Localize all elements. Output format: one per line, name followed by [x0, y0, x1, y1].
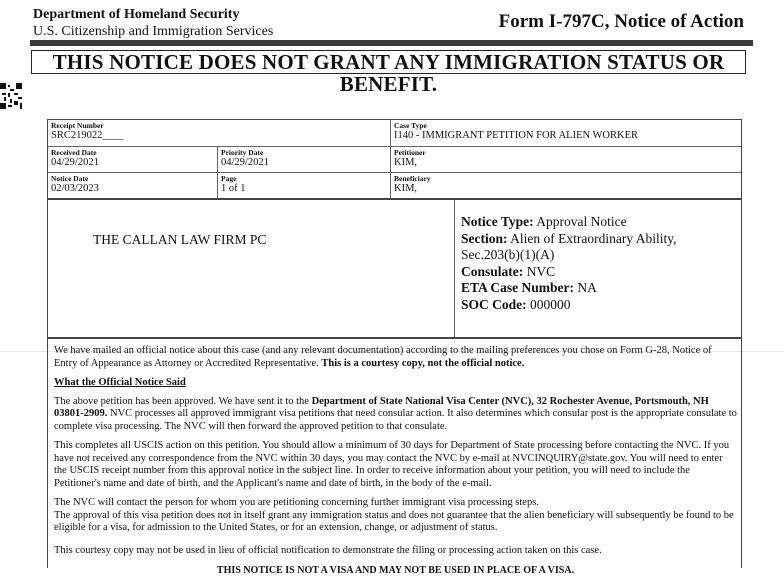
- header-rule: [30, 40, 753, 46]
- contact-text: The NVC will contact the person for whom you are petitioning concerning further immigrant visa processing steps.: [54, 497, 539, 508]
- receipt-number-value: SRC219022____: [51, 130, 124, 141]
- receipt-number-label: Receipt Number: [51, 121, 104, 130]
- beneficiary-value: KIM,: [394, 183, 418, 194]
- approval-paragraph: [54, 396, 737, 434]
- soc-label: SOC Code:: [461, 296, 527, 312]
- priority-date-value: 04/29/2021: [221, 157, 269, 168]
- beneficiary-cell: [391, 173, 741, 198]
- qr-code-icon: [0, 83, 22, 109]
- notice-date-value: 02/03/2023: [51, 183, 99, 194]
- priority-date-cell: [218, 147, 391, 173]
- disclaimer-text: The approval of this visa petition does not in itself grant any immigration status and does not guarantee that the alien beneficiary will subsequently be found to be eligible for a visa, for admission to the United States, or for an extension, change, or adjustment of status.: [54, 509, 734, 533]
- section-heading: What the Official Notice Said: [54, 377, 186, 388]
- approval-text-a: The above petition has been approved. We have sent it to the: [54, 395, 309, 407]
- soc-value: 000000: [530, 296, 571, 312]
- nvc-address: Department of State National Visa Center (NVC), 32 Rochester Avenue, Portsmouth, NH 03801-2909.: [54, 395, 709, 419]
- contact-paragraph: [54, 497, 737, 535]
- notice-info-block: [454, 200, 737, 337]
- section-label: Section:: [461, 230, 508, 246]
- eta-label: ETA Case Number:: [461, 280, 574, 295]
- consulate-line: [461, 264, 737, 281]
- priority-date-label: Priority Date: [221, 148, 264, 157]
- notice-type-label: Notice Type:: [461, 214, 534, 229]
- received-date-cell: [48, 147, 218, 173]
- section-line: [461, 231, 737, 264]
- petitioner-cell: [391, 147, 741, 173]
- received-date-value: 04/29/2021: [51, 157, 99, 168]
- notice-date-cell: [48, 173, 218, 198]
- consulate-label: Consulate:: [461, 263, 524, 279]
- case-type-label: Case Type: [394, 121, 427, 130]
- status-banner: THIS NOTICE DOES NOT GRANT ANY IMMIGRATION STATUS OR BENEFIT.: [31, 50, 746, 74]
- petitioner-value: KIM,: [394, 157, 418, 168]
- case-type-value: I140 - IMMIGRANT PETITION FOR ALIEN WORKER: [394, 130, 639, 141]
- received-date-label: Received Date: [51, 148, 97, 157]
- petitioner-label: Petitioner: [394, 148, 426, 157]
- eta-line: [461, 280, 737, 297]
- agency-name: U.S. Citizenship and Immigration Services: [33, 24, 274, 39]
- notice-body: [47, 338, 742, 576]
- soc-line: [461, 297, 737, 314]
- consulate-value: NVC: [526, 263, 556, 279]
- intro-text: We have mailed an official notice about this case (and any relevant documentation) according to the mailing preferences you chose on Form G-28, Notice of Entry of Appearance as Attorney or Accredited Representative.: [54, 345, 712, 369]
- page-label: Page: [221, 174, 237, 183]
- section-value: Alien of Extraordinary Ability, Sec.203(b)(1)(A): [461, 230, 677, 262]
- receipt-number-cell: [48, 120, 391, 147]
- approval-text-b: NVC processes all approved immigrant visa petitions that need consular action. It also determines which consular post is the appropriate consulate to complete visa processing. The NVC will then forward the approved petition to that consulate.: [54, 408, 737, 432]
- processing-paragraph: This completes all USCIS action on this petition. You should allow a minimum of 30 days for Department of State processing before contacting the NVC. If you have not received any correspondence from the NVC within 30 days, you may contact the NVC by e-mail at NVCINQUIRY@state.gov. You will need to enter the USCIS receipt number from this approval notice in the subject line. In order to receive information about your petition, you will need to include the Petitioner's name and date of birth, and the Applicant's name and date of birth, in the body of the e-mail.: [54, 440, 730, 489]
- case-info-grid: [47, 119, 742, 199]
- beneficiary-label: Beneficiary: [394, 174, 431, 183]
- form-title: Form I-797C, Notice of Action: [498, 11, 744, 32]
- eta-value: NA: [577, 280, 597, 295]
- notice-type-value: Approval Notice: [536, 214, 627, 229]
- department-name: Department of Homeland Security: [33, 7, 240, 22]
- notice-date-label: Notice Date: [51, 174, 89, 183]
- intro-paragraph: [54, 345, 737, 370]
- addressee-name: THE CALLAN LAW FIRM PC: [93, 232, 267, 247]
- lieu-paragraph: This courtesy copy may not be used in lieu of official notification to demonstrate the filing or processing action taken on this case.: [54, 544, 602, 556]
- not-a-visa-footer: THIS NOTICE IS NOT A VISA AND MAY NOT BE USED IN PLACE OF A VISA.: [216, 565, 575, 576]
- addressee-section: [47, 199, 742, 338]
- page-cell: [218, 173, 391, 198]
- case-type-cell: [391, 120, 741, 147]
- page-value: 1 of 1: [221, 183, 246, 194]
- notice-type-line: [461, 214, 737, 231]
- courtesy-copy-note: This is a courtesy copy, not the official notice.: [321, 357, 525, 369]
- header-agency-block: [33, 6, 273, 40]
